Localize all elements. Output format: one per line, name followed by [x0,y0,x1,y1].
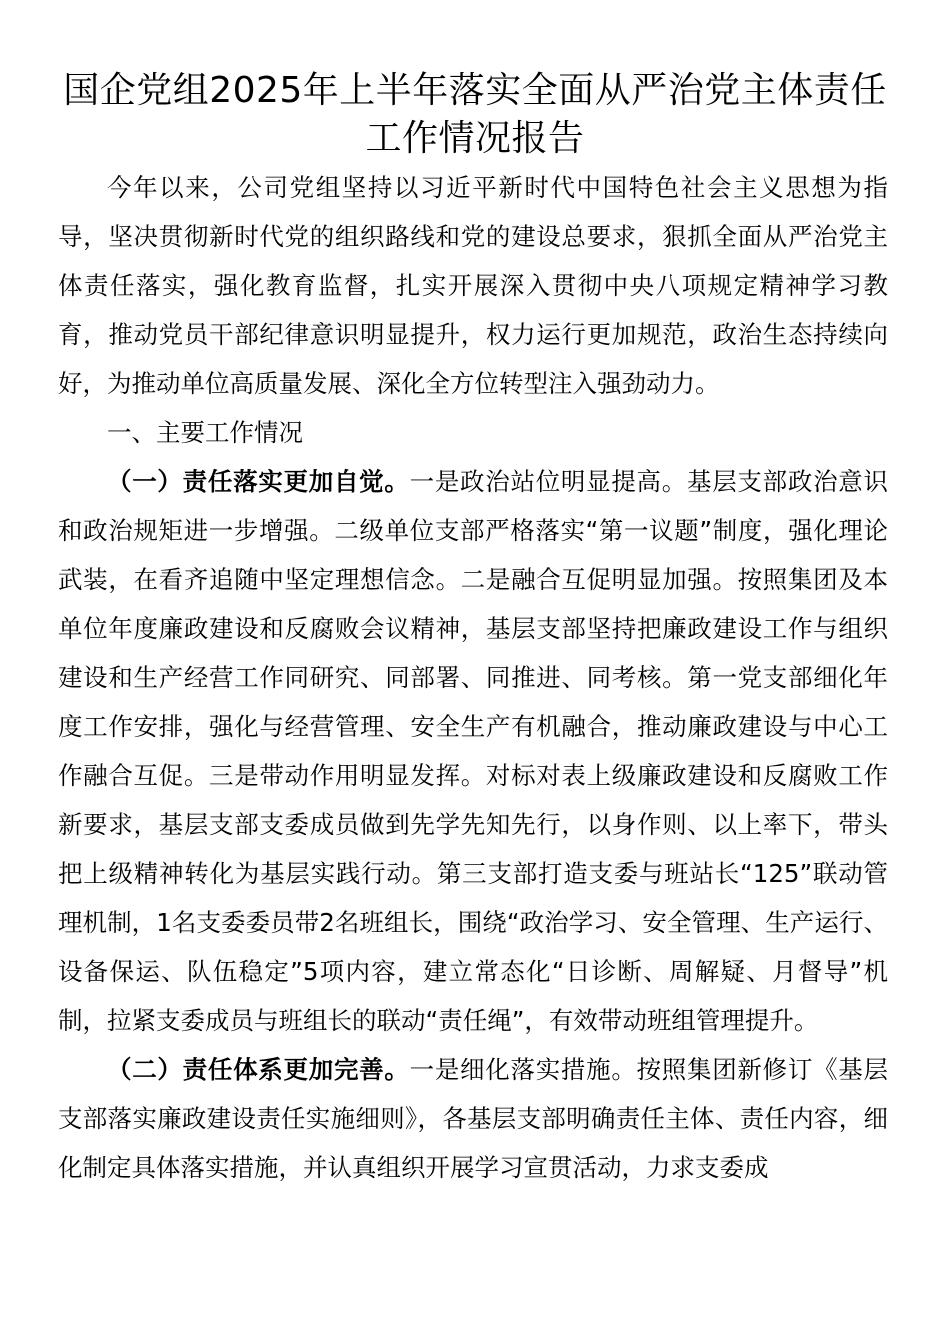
subsection-2-heading: （二）责任体系更加完善。 [107,1055,410,1084]
document-title-line-1: 国企党组2025年上半年落实全面从严治党主体责任 [63,70,887,111]
document-body [58,163,888,1192]
subsection-2-paragraph [58,1045,888,1192]
subsection-1-paragraph [58,457,888,1045]
intro-paragraph: 今年以来，公司党组坚持以习近平新时代中国特色社会主义思想为指导，坚决贯彻新时代党的组织路线和党的建设总要求，狠抓全面从严治党主体责任落实，强化教育监督，扎实开展深入贯彻中央八项规定精神学习教育，推动党员干部纪律意识明显提升，权力运行更加规范，政治生态持续向好，为推动单位高质量发展、深化全方位转型注入强劲动力。 [58,173,888,398]
section-heading-main-work: 一、主要工作情况 [107,418,303,447]
document-title-line-2: 工作情况报告 [365,118,585,159]
subsection-1-text: 一是政治站位明显提高。基层支部政治意识和政治规矩进一步增强。二级单位支部严格落实“第一议题”制度，强化理论武装，在看齐追随中坚定理想信念。二是融合互促明显加强。按照集团及本单位年度廉政建设和反腐败会议精神，基层支部坚持把廉政建设工作与组织建设和生产经营工作同研究、同部署、同推进、同考核。第一党支部细化年度工作安排，强化与经营管理、安全生产有机融合，推动廉政建设与中心工作融合互促。三是带动作用明显发挥。对标对表上级廉政建设和反腐败工作新要求，基层支部支委成员做到先学先知先行，以身作则、以上率下，带头把上级精神转化为基层实践行动。第三支部打造支委与班站长“125”联动管理机制，1名支委委员带2名班组长，围绕“政治学习、安全管理、生产运行、设备保运、队伍稳定”5项内容，建立常态化“日诊断、周解疑、月督导”机制，拉紧支委成员与班组长的联动“责任绳”，有效带动班组管理提升。 [58,467,889,1035]
subsection-2-text: 一是细化落实措施。按照集团新修订《基层支部落实廉政建设责任实施细则》，各基层支部明确责任主体、责任内容，细化制定具体落实措施，并认真组织开展学习宣贯活动，力求支委成 [58,1055,889,1182]
subsection-1-heading: （一）责任落实更加自觉。 [107,467,410,496]
